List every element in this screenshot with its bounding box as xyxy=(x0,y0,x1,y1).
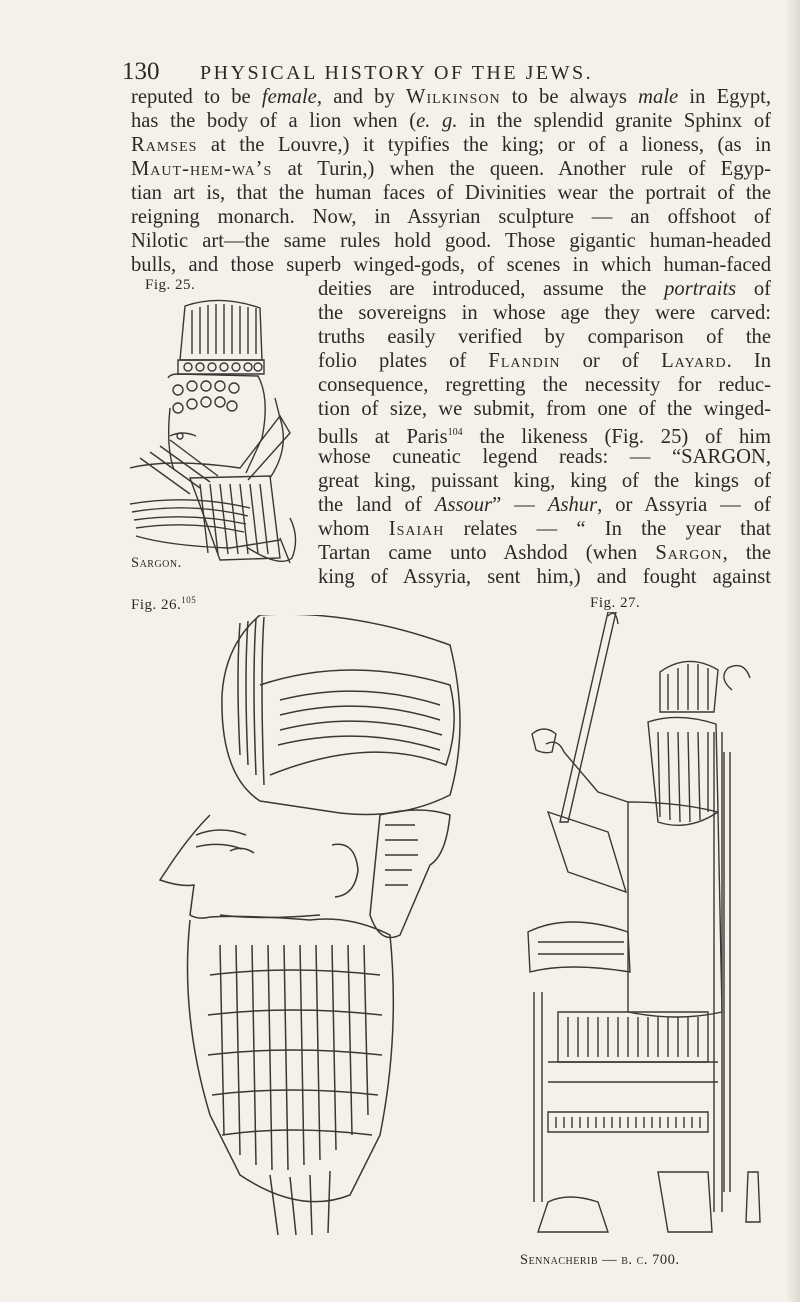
text-line: the sovereigns in whose age they were carved: xyxy=(318,302,771,324)
fig-26-note: 105 xyxy=(181,595,197,605)
text-line: Ramses at the Louvre,) it typifies the king; or of a lioness, (as in xyxy=(131,134,771,156)
text-line: deities are introduced, assume the portraits of xyxy=(318,278,771,300)
text-line: folio plates of Flandin or of Layard. In xyxy=(318,350,772,372)
fig-27-label: Fig. 27. xyxy=(590,595,641,611)
sargon-relief-illustration xyxy=(130,298,308,573)
text-line: has the body of a lion when (e. g. in the splendid granite Sphinx of xyxy=(131,110,772,132)
text-line: whose cuneatic legend reads: — “SARGON, xyxy=(318,446,771,468)
sargon-head-illustration xyxy=(150,615,468,1237)
text-line: whom Isaiah relates — “ In the year that xyxy=(318,518,772,540)
text-line: bulls at Paris$^{104}$ the likeness (Fig. 25) of him xyxy=(318,425,771,448)
text-line: tion of size, we submit, from one of the winged- xyxy=(318,398,771,420)
text-line: the land of Assour” — Ashur, or Assyria — of xyxy=(318,494,772,516)
text-line: Tartan came unto Ashdod (when Sargon, the xyxy=(318,542,771,564)
sennacherib-throne-illustration xyxy=(508,612,768,1240)
running-title: PHYSICAL HISTORY OF THE JEWS. xyxy=(200,62,594,84)
fig-25-caption: Sargon. xyxy=(131,555,182,571)
text-line: bulls, and those superb winged-gods, of scenes in which human-faced xyxy=(131,254,771,276)
text-line: tian art is, that the human faces of Divinities wear the portrait of the xyxy=(131,182,771,204)
fig-25-label: Fig. 25. xyxy=(145,277,196,293)
footnote-ref: 104 xyxy=(447,427,463,438)
text-line: consequence, regretting the necessity for reduc- xyxy=(318,374,771,396)
text-line: Nilotic art—the same rules hold good. Those gigantic human-headed xyxy=(131,230,771,252)
text-line: great king, puissant king, king of the kings of xyxy=(318,470,771,492)
page-number: 130 xyxy=(122,58,160,85)
fig-27-caption: Sennacherib — b. c. 700. xyxy=(520,1252,680,1268)
text-line: reputed to be female, and by Wilkinson to be always male in Egypt, xyxy=(131,86,772,108)
text-line: king of Assyria, sent him,) and fought against xyxy=(318,566,771,588)
fig-26-label: Fig. 26.$^{105}$ xyxy=(131,595,197,613)
text-line: Maut-hem-wa’s at Turin,) when the queen. Another rule of Egyp- xyxy=(131,158,771,180)
text-line: reigning monarch. Now, in Assyrian sculpture — an offshoot of xyxy=(131,206,771,228)
text-line: truths easily verified by comparison of the xyxy=(318,326,771,348)
page-edge-shadow xyxy=(786,0,800,1302)
